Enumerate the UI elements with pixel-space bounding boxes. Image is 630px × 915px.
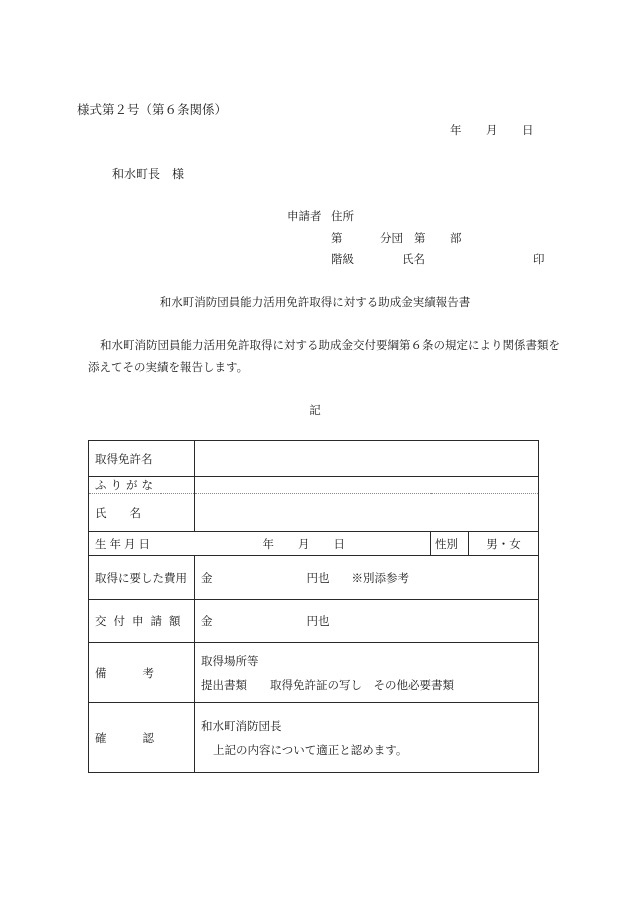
confirm-label-2: 認	[142, 730, 154, 745]
grant-label	[89, 600, 195, 643]
furigana-row	[89, 477, 539, 494]
furigana-field[interactable]	[195, 477, 539, 494]
confirm-line-2: 上記の内容について適正と認めます。	[213, 742, 408, 757]
remarks-label-1: 備	[95, 665, 107, 680]
confirm-row	[89, 703, 539, 773]
date-year: 年	[450, 123, 462, 137]
remarks-line-1: 取得場所等	[201, 653, 259, 668]
confirm-label-1: 確	[95, 730, 107, 745]
grant-yen: 円也	[306, 614, 330, 628]
birth-label-text: 生年月日	[95, 536, 153, 551]
confirm-label	[89, 703, 195, 773]
bu-label: 部	[450, 231, 462, 245]
recipient: 和水町長 様	[112, 167, 185, 181]
cost-label: 取得に要した費用	[89, 556, 195, 600]
name-row	[89, 494, 539, 532]
remarks-row	[89, 643, 539, 703]
document-title: 和水町消防団員能力活用免許取得に対する助成金実績報告書	[159, 295, 471, 309]
license-name-field[interactable]	[195, 441, 539, 477]
grant-kin: 金	[201, 614, 213, 628]
grant-row	[89, 600, 539, 643]
license-name-label: 取得免許名	[89, 441, 195, 477]
date-day: 日	[522, 123, 534, 137]
gender-value[interactable]: 男・女	[469, 532, 539, 556]
license-name-row	[89, 441, 539, 477]
ki-heading: 記	[309, 403, 321, 417]
name-label: 氏名	[402, 252, 425, 266]
remarks-line-2: 提出書類 取得免許証の写し その他必要書類	[201, 677, 454, 692]
birth-label	[89, 532, 161, 556]
cost-kin: 金	[201, 570, 213, 585]
birth-day: 日	[333, 536, 345, 551]
furigana-label-text: ふりがな	[95, 478, 157, 492]
grant-field[interactable]	[195, 600, 539, 643]
dai2-label: 第	[414, 231, 426, 245]
confirm-line-1: 和水町消防団長	[201, 718, 282, 733]
remarks-label-2: 考	[142, 665, 154, 680]
applicant-label: 申請者	[287, 209, 322, 223]
remarks-field[interactable]	[195, 643, 539, 703]
confirm-field[interactable]	[195, 703, 539, 773]
gender-label: 性別	[431, 532, 469, 556]
name-field[interactable]	[195, 494, 539, 532]
body-text: 和水町消防団員能力活用免許取得に対する助成金交付要綱第６条の規定により関係書類を添えてその実績を報告します。	[88, 338, 560, 374]
dai-label: 第	[331, 231, 343, 245]
cost-yen: 円也	[306, 570, 330, 585]
cost-field[interactable]	[195, 556, 539, 600]
birth-year: 年	[262, 536, 274, 551]
name-label	[89, 494, 195, 532]
furigana-label	[89, 477, 195, 494]
date-month: 月	[486, 123, 498, 137]
rank-label: 階級	[331, 252, 354, 266]
grant-label-text: 交付申請額	[95, 614, 188, 628]
birth-field[interactable]	[161, 532, 431, 556]
report-table	[88, 440, 539, 773]
bundan-label: 分団	[380, 231, 403, 245]
cost-note: ※別添参考	[351, 570, 409, 585]
seal-mark: 印	[533, 252, 545, 266]
birth-row	[89, 532, 539, 556]
birth-month: 月	[298, 536, 310, 551]
cost-row	[89, 556, 539, 600]
form-number: 様式第２号（第６条関係）	[77, 102, 228, 117]
name-label-text: 氏 名	[95, 505, 141, 520]
address-label: 住所	[331, 209, 354, 223]
remarks-label	[89, 643, 195, 703]
